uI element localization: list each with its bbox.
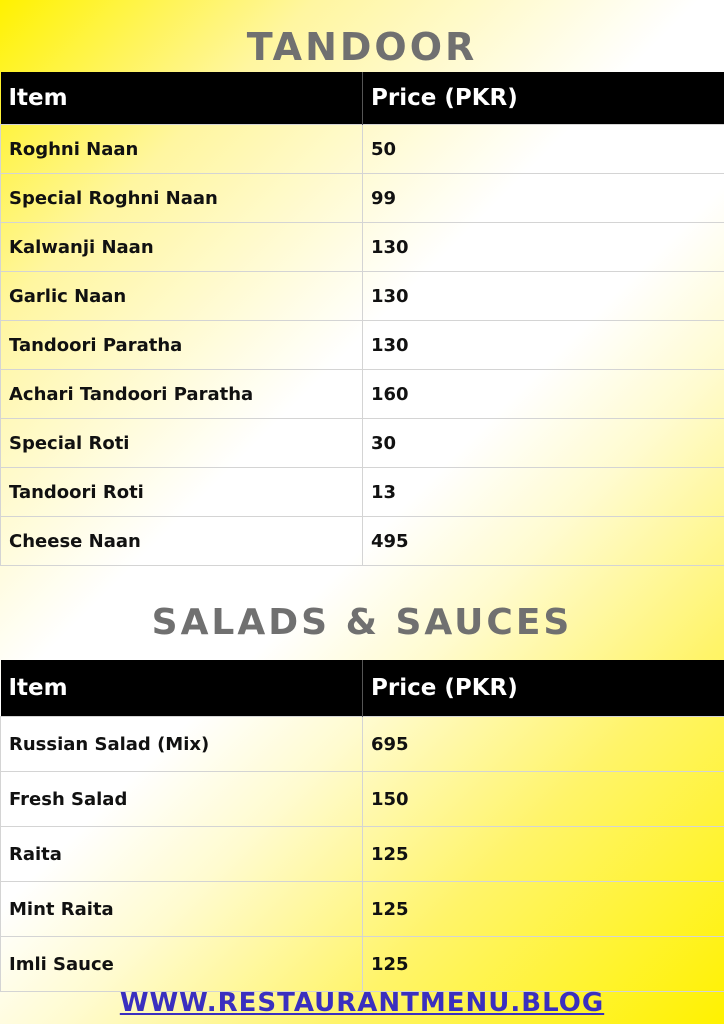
item-name: Tandoori Paratha — [1, 321, 363, 370]
item-price: 150 — [363, 772, 724, 827]
section-title-salads-sauces: SALADS & SAUCES — [151, 602, 573, 643]
table-row — [1, 772, 724, 827]
item-price: 125 — [363, 937, 724, 992]
item-name: Tandoori Roti — [1, 468, 363, 517]
item-name: Special Roghni Naan — [1, 174, 363, 223]
column-header-price: Price (PKR) — [363, 72, 724, 125]
item-price: 160 — [363, 370, 724, 419]
item-price: 130 — [363, 321, 724, 370]
menu-table-salads-sauces — [0, 660, 724, 992]
column-header-price: Price (PKR) — [363, 660, 724, 717]
item-name: Special Roti — [1, 419, 363, 468]
table-row — [1, 419, 724, 468]
column-header-item: Item — [1, 72, 363, 125]
item-name: Raita — [1, 827, 363, 882]
table-row — [1, 882, 724, 937]
item-name: Achari Tandoori Paratha — [1, 370, 363, 419]
table-row — [1, 174, 724, 223]
item-price: 130 — [363, 272, 724, 321]
table-row — [1, 717, 724, 772]
website-link[interactable]: WWW.RESTAURANTMENU.BLOG — [119, 988, 605, 1018]
item-price: 130 — [363, 223, 724, 272]
item-name: Mint Raita — [1, 882, 363, 937]
table-row — [1, 272, 724, 321]
table-row — [1, 937, 724, 992]
item-name: Kalwanji Naan — [1, 223, 363, 272]
item-price: 13 — [363, 468, 724, 517]
item-name: Fresh Salad — [1, 772, 363, 827]
item-price: 495 — [363, 517, 724, 566]
table-row — [1, 827, 724, 882]
table-row — [1, 517, 724, 566]
column-header-item: Item — [1, 660, 363, 717]
table-header-row — [1, 660, 724, 717]
table-row — [1, 468, 724, 517]
menu-table-tandoor — [0, 72, 724, 566]
section-title-tandoor: TANDOOR — [246, 25, 478, 69]
item-price: 695 — [363, 717, 724, 772]
table-row — [1, 223, 724, 272]
item-price: 125 — [363, 882, 724, 937]
item-price: 50 — [363, 125, 724, 174]
item-name: Imli Sauce — [1, 937, 363, 992]
table-row — [1, 321, 724, 370]
item-price: 125 — [363, 827, 724, 882]
table-row — [1, 125, 724, 174]
item-price: 99 — [363, 174, 724, 223]
item-name: Cheese Naan — [1, 517, 363, 566]
item-name: Garlic Naan — [1, 272, 363, 321]
item-name: Russian Salad (Mix) — [1, 717, 363, 772]
item-name: Roghni Naan — [1, 125, 363, 174]
table-row — [1, 370, 724, 419]
table-header-row — [1, 72, 724, 125]
item-price: 30 — [363, 419, 724, 468]
